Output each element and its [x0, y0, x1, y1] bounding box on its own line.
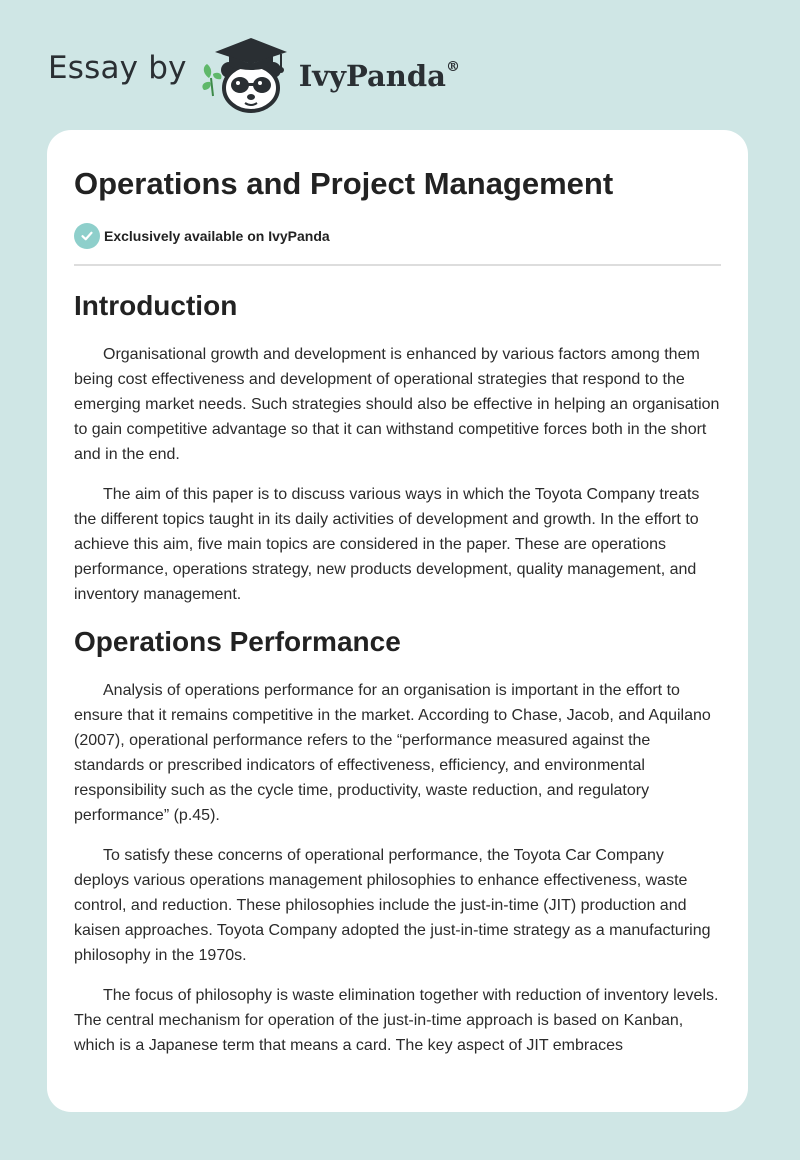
brand-name-text: IvyPanda [298, 59, 446, 93]
exclusive-badge-text: Exclusively available on IvyPanda [104, 228, 330, 244]
section-heading: Operations Performance [74, 626, 401, 657]
title-divider [74, 264, 721, 266]
panda-logo-icon[interactable] [201, 34, 293, 114]
brand-name[interactable] [299, 59, 460, 93]
paragraph: To satisfy these concerns of operational performance, the Toyota Car Company deploys various operations management philosophies to enhance effectiveness, waste control, and reduction. These philosophies include the just-in-time (JIT) production and kaisen approaches. Toyota Company adopted the just-in-time strategy as a manufacturing philosophy in the 1970s. [74, 847, 711, 964]
paragraph: The aim of this paper is to discuss various ways in which the Toyota Company treats the different topics taught in its daily activities of development and growth. In the effort to achieve this aim, five main topics are considered in the paper. These are operations performance, operations strategy, new products development, quality management, and inventory management. [74, 486, 700, 603]
essay-card [47, 130, 748, 1112]
paragraph: Analysis of operations performance for an organisation is important in the effort to ensure that it remains competitive in the market. According to Chase, Jacob, and Aquilano (2007), operational performance refers to the “performance measured against the standards or prescribed indicators of effectiveness, efficiency, and environmental responsibility such as the cycle time, productivity, waste reduction, and regulatory performance” (p.45). [74, 682, 711, 824]
section-operations-performance [74, 622, 721, 1058]
exclusive-badge [74, 222, 721, 250]
paragraph: Organisational growth and development is enhanced by various factors among them being cost effectiveness and development of operational strategies that respond to the emerging market needs. Such strategies should also be effective in helping an organisation to gain competitive advantage so that it can withstand competitive forces both in the short and in the end. [74, 346, 720, 463]
section-introduction [74, 286, 721, 607]
section-heading: Introduction [74, 290, 238, 321]
brand-prefix: Essay by [48, 50, 187, 86]
paragraph: The focus of philosophy is waste elimination together with reduction of inventory levels. The central mechanism for operation of the just-in-time approach is based on Kanban, which is a Japanese term that means a card. The key aspect of JIT embraces [74, 987, 719, 1054]
site-header [48, 34, 460, 114]
check-icon [74, 223, 100, 249]
essay-title: Operations and Project Management [74, 166, 614, 201]
registered-mark: ® [445, 59, 460, 76]
